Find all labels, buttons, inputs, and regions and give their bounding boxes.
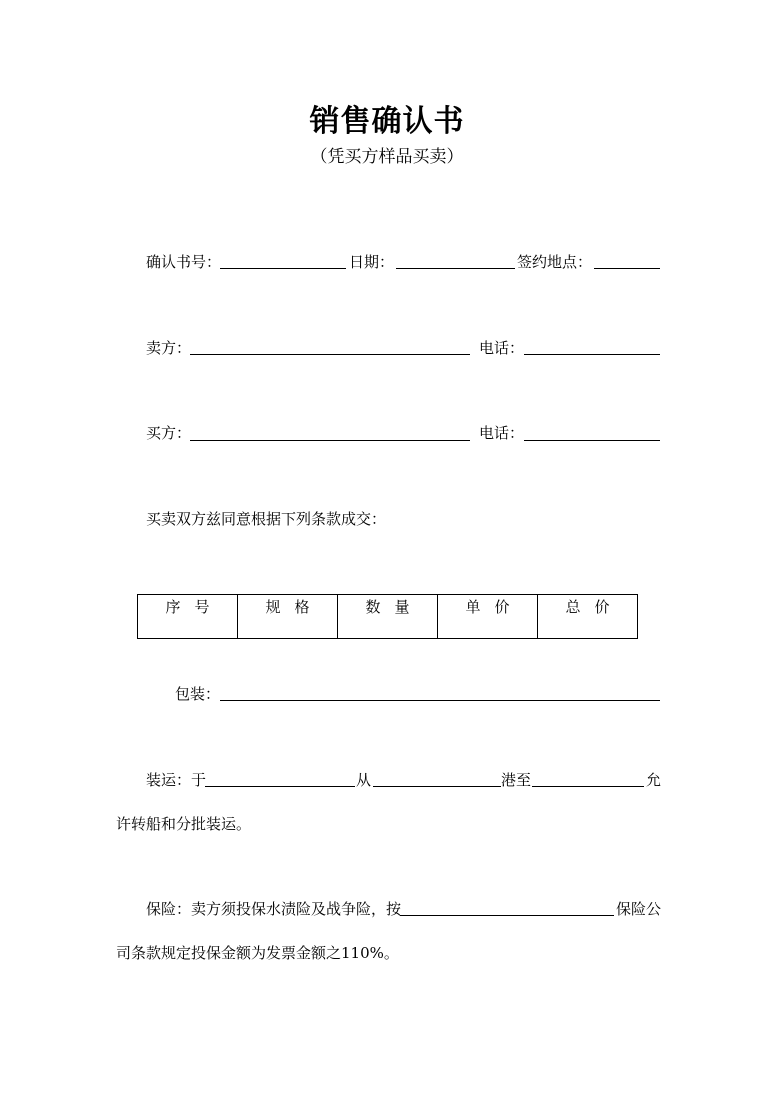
packing-label: 包装： <box>175 685 221 703</box>
place-field[interactable] <box>594 268 660 269</box>
column-header-serial: 序号 <box>165 598 224 616</box>
insurance-text: 保险：卖方须投保水渍险及战争险，按 <box>146 900 402 918</box>
table-header-cell <box>538 595 638 639</box>
shipment-from-port-field[interactable] <box>373 786 501 787</box>
shipment-time-field[interactable] <box>205 786 355 787</box>
column-header-unit-price: 单价 <box>465 598 524 616</box>
seller-label: 卖方： <box>146 339 192 357</box>
confirmation-no-field[interactable] <box>220 268 346 269</box>
shipment-destination-field[interactable] <box>532 786 644 787</box>
items-table <box>137 594 638 639</box>
document-title: 销售确认书 <box>309 104 465 139</box>
document-subtitle: （凭买方样品买卖） <box>310 147 464 167</box>
table-header-cell <box>238 595 338 639</box>
buyer-phone-field[interactable] <box>524 440 660 441</box>
shipment-label: 装运：于 <box>146 771 207 789</box>
date-field[interactable] <box>396 268 515 269</box>
insurance-company-field[interactable] <box>400 915 614 916</box>
shipment-from-label: 从 <box>356 771 372 789</box>
agreement-text: 买卖双方兹同意根据下列条款成交： <box>146 510 387 528</box>
place-label: 签约地点： <box>517 253 593 271</box>
shipment-continuation: 许转船和分批装运。 <box>116 815 252 833</box>
shipment-allow-char: 允 <box>646 771 662 789</box>
table-header-row <box>138 595 638 639</box>
column-header-total-price: 总价 <box>565 598 624 616</box>
seller-phone-label: 电话： <box>479 339 525 357</box>
column-header-spec: 规格 <box>265 598 324 616</box>
insurance-company-suffix: 保险公 <box>616 900 662 918</box>
date-label: 日期： <box>349 253 395 271</box>
table-header-cell <box>138 595 238 639</box>
table-header-cell <box>338 595 438 639</box>
column-header-quantity: 数量 <box>365 598 424 616</box>
insurance-continuation: 司条款规定投保金额为发票金额之110%。 <box>116 944 399 962</box>
buyer-field[interactable] <box>190 440 470 441</box>
buyer-phone-label: 电话： <box>479 424 525 442</box>
table-header-cell <box>438 595 538 639</box>
seller-field[interactable] <box>190 354 470 355</box>
shipment-port-to-label: 港至 <box>501 771 532 789</box>
buyer-label: 买方： <box>146 424 192 442</box>
confirmation-no-label: 确认书号： <box>146 253 222 271</box>
packing-field[interactable] <box>220 700 660 701</box>
seller-phone-field[interactable] <box>524 354 660 355</box>
